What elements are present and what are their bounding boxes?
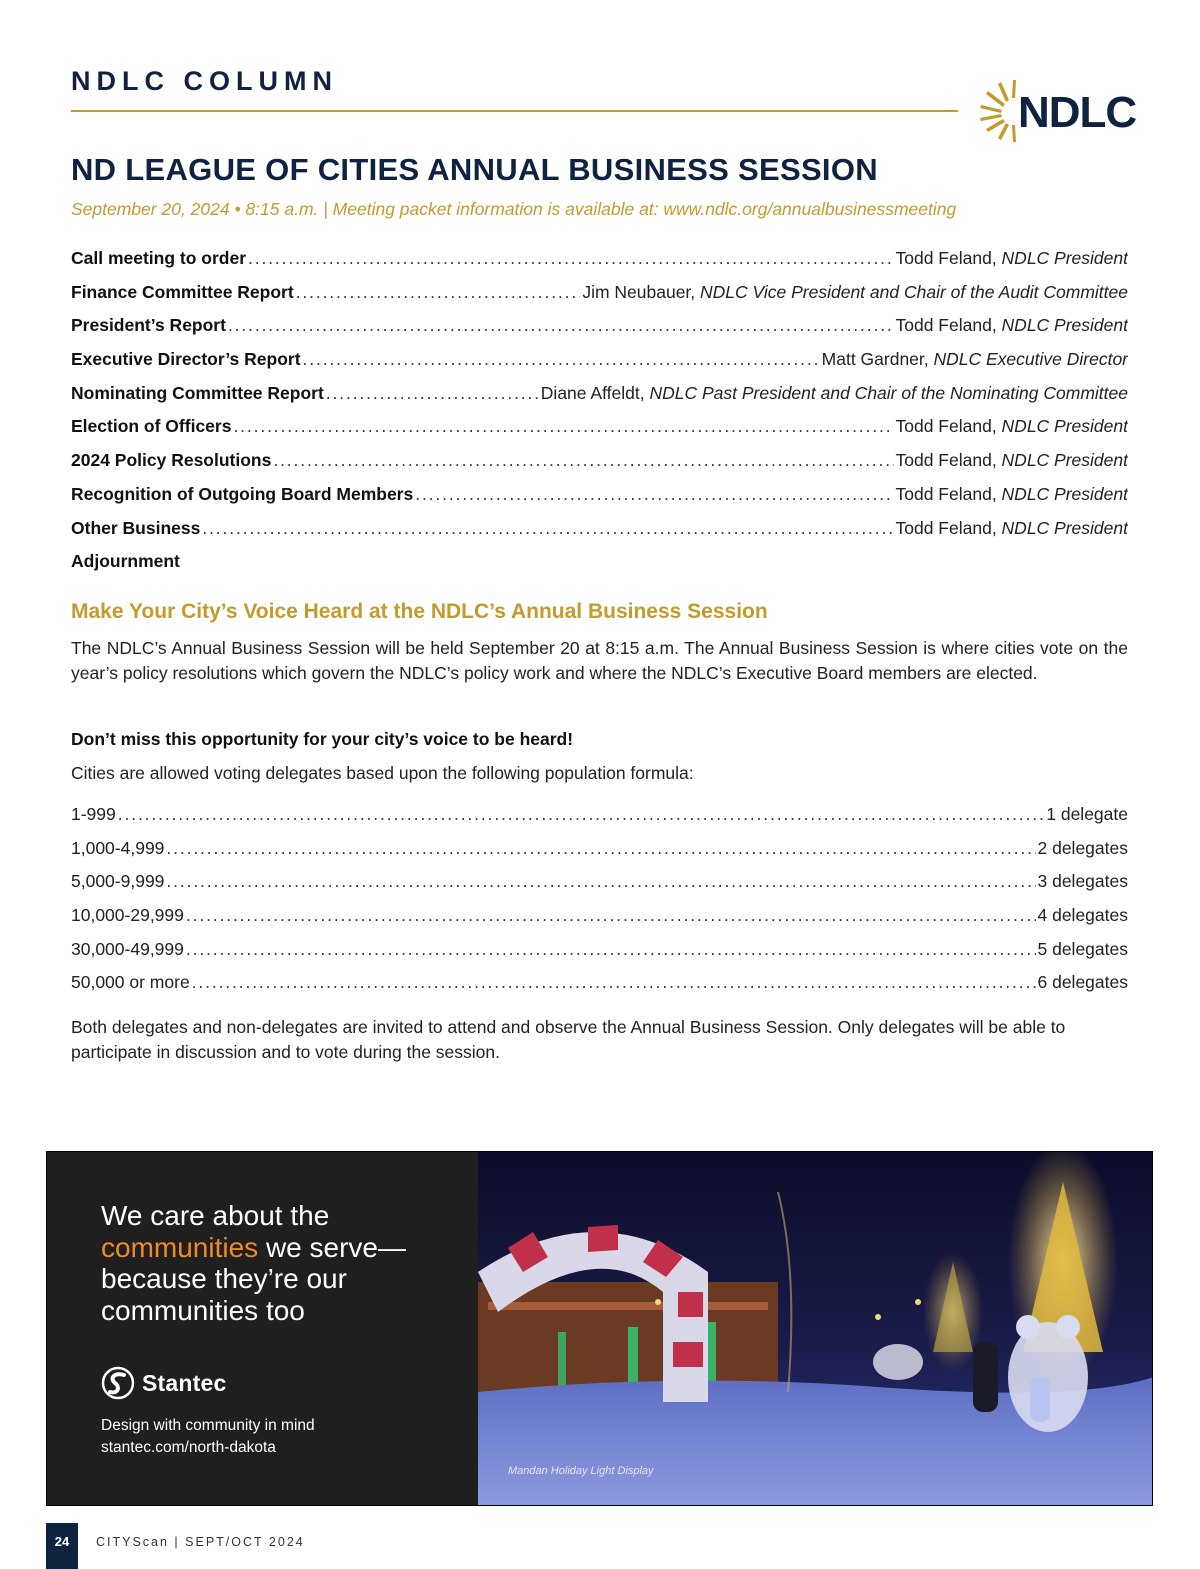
presenter-name: Todd Feland, <box>895 416 1002 437</box>
agenda-item: Call meeting to order <box>71 248 247 268</box>
agenda-presenter <box>582 282 1128 303</box>
stantec-s-icon <box>101 1366 135 1400</box>
voice-heading: Make Your City’s Voice Heard at the NDLC’s Annual Business Session <box>71 600 768 623</box>
footer-publication: CITYScan | SEPT/OCT 2024 <box>96 1535 305 1549</box>
delegate-row <box>71 905 1128 939</box>
delegate-row <box>71 972 1128 1006</box>
population-range: 30,000-49,999 <box>71 938 184 959</box>
dot-leader <box>273 450 893 471</box>
ad-headline-line: We care about the <box>101 1200 330 1231</box>
presenter-name: Todd Feland, <box>895 450 1002 471</box>
dot-leader <box>186 905 1036 926</box>
ad-headline-line: because they’re our <box>101 1263 347 1294</box>
agenda-presenter <box>896 248 1129 269</box>
population-range: 1,000-4,999 <box>71 837 165 858</box>
dot-leader <box>415 484 893 505</box>
stantec-logo <box>101 1366 226 1400</box>
agenda-item: Nominating Committee Report <box>71 382 324 403</box>
session-description: The NDLC’s Annual Business Session will be held September 20 at 8:15 a.m. The Annual Business Session is where cities vote on the year’s policy resolutions which govern the NDLC’s policy work and where the NDLC’s Executive Board members are elected. <box>71 638 1128 683</box>
delegate-formula-list <box>71 804 1128 1006</box>
presenter-name: Todd Feland, <box>895 248 1002 268</box>
agenda-presenter <box>822 349 1128 370</box>
presenter-role: NDLC Executive Director <box>933 349 1128 370</box>
sunburst-icon <box>978 76 1018 146</box>
agenda-item: Election of Officers <box>71 416 232 437</box>
photo-caption: Mandan Holiday Light Display <box>508 1465 654 1477</box>
population-range: 10,000-29,999 <box>71 905 184 926</box>
dot-leader <box>192 972 1036 993</box>
presenter-role: NDLC President <box>1001 248 1128 268</box>
delegate-row <box>71 871 1128 905</box>
delegate-count: 6 delegates <box>1037 972 1128 993</box>
presenter-name: Todd Feland, <box>895 315 1002 336</box>
presenter-role: NDLC President <box>1001 483 1128 504</box>
presenter-name: Todd Feland, <box>895 483 1002 504</box>
ad-headline-fragment: we serve— <box>258 1231 406 1263</box>
agenda-presenter <box>896 450 1129 471</box>
agenda-presenter <box>896 484 1129 505</box>
agenda-item: Adjournment <box>71 551 180 572</box>
delegate-row <box>71 838 1128 872</box>
presenter-name: Todd Feland, <box>895 517 1002 538</box>
ad-tagline: Design with community in mind <box>101 1417 315 1434</box>
delegate-count: 3 delegates <box>1037 871 1128 892</box>
agenda-row <box>71 518 1128 552</box>
agenda-row <box>71 282 1128 316</box>
ad-headline <box>101 1200 461 1326</box>
dot-leader <box>166 838 1035 859</box>
agenda-row <box>71 383 1128 417</box>
delegate-row <box>71 939 1128 973</box>
dot-leader <box>248 248 893 269</box>
dot-leader <box>202 518 893 539</box>
formula-intro: Cities are allowed voting delegates based upon the following population formula: <box>71 763 694 783</box>
agenda-row <box>71 349 1128 383</box>
attendance-note: Both delegates and non-delegates are invited to attend and observe the Annual Business Session. Only delegates will be able to participate in discussion and to vote during the session. <box>71 1017 1066 1062</box>
page-title: ND LEAGUE OF CITIES ANNUAL BUSINESS SESSION <box>71 152 878 187</box>
presenter-name: Jim Neubauer, <box>582 281 701 302</box>
agenda-list <box>71 248 1128 585</box>
agenda-item: Finance Committee Report <box>71 281 294 302</box>
gold-divider <box>71 110 958 112</box>
ndlc-logo <box>978 74 1137 148</box>
agenda-item: President’s Report <box>71 315 226 336</box>
agenda-row <box>71 416 1128 450</box>
presenter-role: NDLC President <box>1001 416 1128 437</box>
presenter-role: NDLC President <box>1001 450 1128 471</box>
delegate-row <box>71 804 1128 838</box>
ad-headline-line <box>101 1232 461 1264</box>
section-label: NDLC COLUMN <box>71 66 338 96</box>
agenda-presenter <box>896 416 1129 437</box>
delegate-count: 4 delegates <box>1037 905 1128 926</box>
agenda-item: Recognition of Outgoing Board Members <box>71 483 414 504</box>
agenda-row <box>71 484 1128 518</box>
agenda-item: 2024 Policy Resolutions <box>71 450 272 471</box>
population-range: 50,000 or more <box>71 972 190 993</box>
ad-headline-line: communities too <box>101 1294 305 1326</box>
presenter-name: Diane Affeldt, <box>540 382 650 403</box>
page-number: 24 <box>46 1523 78 1569</box>
agenda-row <box>71 315 1128 349</box>
dot-leader <box>118 804 1044 825</box>
holiday-lights-photo <box>478 1152 1153 1506</box>
agenda-presenter <box>541 383 1128 404</box>
stantec-advertisement[interactable] <box>46 1151 1153 1506</box>
population-range: 1-999 <box>71 804 116 824</box>
dot-leader <box>233 416 893 437</box>
population-range: 5,000-9,999 <box>71 871 165 892</box>
presenter-role: NDLC President <box>1001 315 1128 336</box>
logo-wordmark: NDLC <box>1018 88 1137 137</box>
presenter-name: Matt Gardner, <box>821 349 934 370</box>
delegate-count: 5 delegates <box>1037 938 1128 959</box>
dot-leader <box>326 383 539 404</box>
dot-leader <box>303 349 820 370</box>
meeting-subtitle: September 20, 2024 • 8:15 a.m. | Meeting packet information is available at: www.ndlc.org/annualbusinessmeeting <box>71 199 957 219</box>
stantec-wordmark: Stantec <box>142 1369 227 1396</box>
dot-leader <box>228 315 894 336</box>
agenda-presenter <box>896 315 1129 336</box>
presenter-role: NDLC Past President and Chair of the Nominating Committee <box>649 382 1128 403</box>
agenda-row <box>71 248 1128 282</box>
agenda-row <box>71 551 1128 585</box>
agenda-presenter <box>896 518 1129 539</box>
dot-leader <box>186 939 1036 960</box>
presenter-role: NDLC President <box>1001 517 1128 538</box>
ad-url[interactable]: stantec.com/north-dakota <box>101 1439 276 1456</box>
dot-leader <box>166 871 1035 892</box>
delegate-count: 2 delegates <box>1037 837 1128 858</box>
ad-highlight-word: communities <box>101 1231 259 1263</box>
presenter-role: NDLC Vice President and Chair of the Audit Committee <box>700 281 1128 302</box>
dot-leader <box>296 282 581 303</box>
callout-line: Don’t miss this opportunity for your city’s voice to be heard! <box>71 729 574 749</box>
agenda-row <box>71 450 1128 484</box>
agenda-item: Other Business <box>71 517 201 538</box>
delegate-count: 1 delegate <box>1046 804 1128 824</box>
agenda-item: Executive Director’s Report <box>71 349 301 370</box>
